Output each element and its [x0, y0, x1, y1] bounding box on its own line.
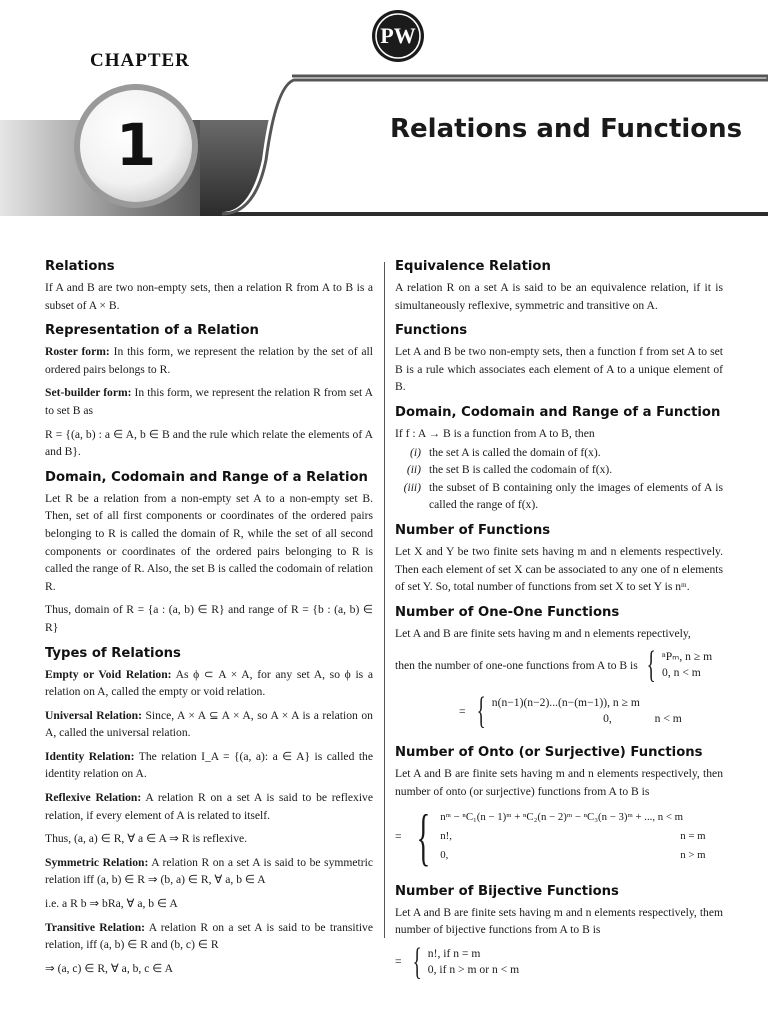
case-row — [492, 711, 682, 727]
left-brace: { — [646, 644, 656, 687]
domain-function-list — [395, 444, 723, 514]
heading-one-one: Number of One-One Functions — [395, 604, 620, 620]
onto-formula — [395, 800, 706, 872]
one-one-formula-1 — [395, 644, 713, 687]
chapter-title: Relations and Functions — [390, 114, 743, 144]
domain-relation-thus: Thus, domain of R = {a : (a, b) ∈ R} and range of R = {b : (a, b) ∈ R} — [45, 603, 373, 634]
column-divider — [384, 262, 385, 938]
section-representation — [45, 322, 373, 461]
equals-sign: = — [395, 954, 402, 968]
left-column — [45, 258, 373, 985]
reflexive-label: Reflexive Relation: — [45, 791, 142, 805]
list-item-number: (iii) — [403, 480, 421, 494]
number-functions-text: Let X and Y be two finite sets having m and n elements respectively. Then each element of set X can be associated to any one of n elements of set Y. So, total number of functions from set X to set Y is nᵐ. — [395, 544, 723, 594]
setbuilder-form — [45, 384, 373, 419]
list-item — [395, 479, 723, 514]
right-column — [395, 258, 723, 995]
case-row: n(n−1)(n−2)...(n−(m−1)), n ≥ m — [491, 696, 640, 710]
bijective-text: Let A and B are finite sets having m and n elements respectively, them number of bijective functions from A to B is — [395, 905, 723, 937]
case-condition: n < m — [654, 712, 682, 726]
identity-label: Identity Relation: — [45, 749, 135, 763]
chapter-banner — [0, 0, 768, 240]
list-item-text: the subset of B containing only the images of elements of A is called the range of f(x). — [429, 480, 723, 512]
heading-equivalence: Equivalence Relation — [395, 259, 551, 274]
transitive-then: ⇒ (a, c) ∈ R, ∀ a, b, c ∈ A — [45, 961, 173, 975]
bijective-formula — [395, 940, 520, 983]
list-item-number: (i) — [410, 445, 421, 459]
case-row — [440, 846, 705, 865]
equals-sign: = — [459, 704, 466, 718]
reflexive-thus: Thus, (a, a) ∈ R, ∀ a ∈ A ⇒ R is reflexive. — [45, 832, 248, 846]
heading-representation: Representation of a Relation — [45, 323, 259, 339]
case-condition: n = m — [680, 830, 706, 842]
case-value: 0, — [603, 712, 612, 726]
one-one-then: then the number of one-one functions from A to B is — [395, 658, 638, 672]
pw-logo: PW — [380, 23, 416, 48]
heading-functions: Functions — [395, 323, 468, 339]
domain-relation-text: Let R be a relation from a non-empty set A to a non-empty set B. Then, set of all first components or coordinates of the ordered pairs belonging to R is called the domain of R, while the set of all second components or coordinates of the ordered pairs belonging to R is called the range of R. Also, the set B is called the codomain of relation R. — [45, 491, 373, 593]
symmetric-label: Symmetric Relation: — [45, 855, 149, 869]
setbuilder-formula: R = {(a, b) : a ∈ A, b ∈ B and the rule which relate the elements of A and B}. — [45, 427, 373, 459]
case-row: n!, if n = m — [427, 946, 481, 960]
cases — [662, 649, 712, 681]
case-row: ⁿPₘ, n ≥ m — [662, 650, 713, 664]
case-row — [440, 827, 705, 846]
transitive-label: Transitive Relation: — [45, 920, 146, 934]
universal-text: Since, A × A ⊆ A × A, so A × A is a relation on A, called the universal relation. — [45, 708, 373, 740]
heading-bijective: Number of Bijective Functions — [395, 883, 619, 899]
empty-relation — [45, 666, 373, 701]
cases — [492, 695, 682, 727]
left-brace: { — [415, 800, 430, 872]
equivalence-text: A relation R on a set A is said to be an equivalence relation, if it is simultaneously reflexive, symmetric and transitive on A. — [395, 281, 723, 312]
equals-sign: = — [395, 829, 402, 843]
case-row: nᵐ − ⁿC₁(n − 1)ᵐ + ⁿC₂(n − 2)ᵐ − ⁿC₃(n − 3)ᵐ + ..., n < m — [440, 811, 684, 823]
relations-text: If A and B are two non-empty sets, then a relation R from A to B is a subset of A × B. — [45, 281, 373, 312]
identity-text: The relation I_A = {(a, a): a ∈ A} is called the identity relation on A. — [45, 749, 373, 781]
section-number-functions — [395, 522, 723, 596]
heading-domain-function: Domain, Codomain and Range of a Function — [395, 404, 721, 420]
case-value: 0, — [440, 849, 449, 861]
section-domain-function — [395, 404, 723, 514]
roster-form — [45, 343, 373, 378]
one-one-formula-2 — [459, 690, 682, 733]
heading-types: Types of Relations — [45, 645, 181, 661]
list-item — [395, 461, 723, 479]
heading-domain-relation: Domain, Codomain and Range of a Relation — [45, 469, 368, 485]
symmetric-ie: i.e. a R b ⇒ bRa, ∀ a, b ∈ A — [45, 897, 178, 911]
universal-relation — [45, 707, 373, 742]
case-condition: n > m — [680, 849, 706, 861]
case-row: 0, n < m — [662, 666, 701, 680]
list-item-number: (ii) — [406, 463, 421, 477]
transitive-relation — [45, 919, 373, 954]
roster-text: In this form, we represent the relation by the set of all ordered pairs belongs to R. — [45, 345, 373, 376]
heading-relations: Relations — [45, 259, 115, 274]
symmetric-relation — [45, 854, 373, 889]
section-domain-relation — [45, 469, 373, 637]
functions-text: Let A and B be two non-empty sets, then a function f from set A to set B is a rule which associates each element of A to a unique element of B. — [395, 345, 723, 394]
identity-relation — [45, 748, 373, 783]
one-one-text: Let A and B are finite sets having m and n elements repectively, — [395, 626, 691, 640]
cases — [440, 808, 705, 865]
list-item — [395, 444, 723, 462]
symmetric-text: A relation R on a set A is said to be symmetric relation iff (a, b) ∈ R ⇒ (b, a) ∈ R, ∀ a, b ∈ A — [45, 855, 373, 887]
case-row: 0, if n > m or n < m — [427, 962, 520, 976]
cases — [428, 946, 519, 978]
section-functions — [395, 322, 723, 396]
chapter-label: CHAPTER — [90, 50, 190, 71]
section-one-one — [395, 604, 723, 737]
section-bijective — [395, 883, 723, 987]
setbuilder-label: Set-builder form: — [45, 386, 132, 400]
setbuilder-text: In this form, we represent the relation R from set A to set B as — [45, 386, 374, 417]
list-item-text: the set B is called the codomain of f(x). — [429, 463, 613, 477]
roster-label: Roster form: — [45, 345, 110, 359]
empty-label: Empty or Void Relation: — [45, 667, 172, 681]
heading-onto: Number of Onto (or Surjective) Functions — [395, 745, 703, 761]
list-item-text: the set A is called the domain of f(x). — [429, 445, 601, 459]
reflexive-relation — [45, 789, 373, 824]
left-brace: { — [476, 690, 486, 733]
chapter-number: 1 — [115, 111, 157, 179]
heading-number-functions: Number of Functions — [395, 522, 551, 538]
case-value: n!, — [440, 830, 452, 842]
universal-label: Universal Relation: — [45, 708, 142, 722]
transitive-text: A relation R on a set A is said to be transitive relation, iff (a, b) ∈ R and (b, c) ∈ R — [45, 920, 373, 952]
domain-function-intro: If f : A → B is a function from A to B, then — [395, 426, 595, 440]
onto-text: Let A and B are finite sets having m and n elements respectively, then number of onto (or surjective) functions from A to B is — [395, 767, 723, 798]
empty-text: As ϕ ⊂ A × A, for any set A, so ϕ is a relation on A, called the empty or void relation. — [45, 667, 373, 699]
section-equivalence — [395, 258, 723, 314]
section-onto — [395, 744, 723, 874]
reflexive-text: A relation R on a set A is said to be reflexive relation, if every element of A is related to itself. — [45, 791, 373, 822]
left-brace: { — [412, 940, 422, 983]
section-types — [45, 645, 373, 978]
section-relations — [45, 258, 373, 314]
